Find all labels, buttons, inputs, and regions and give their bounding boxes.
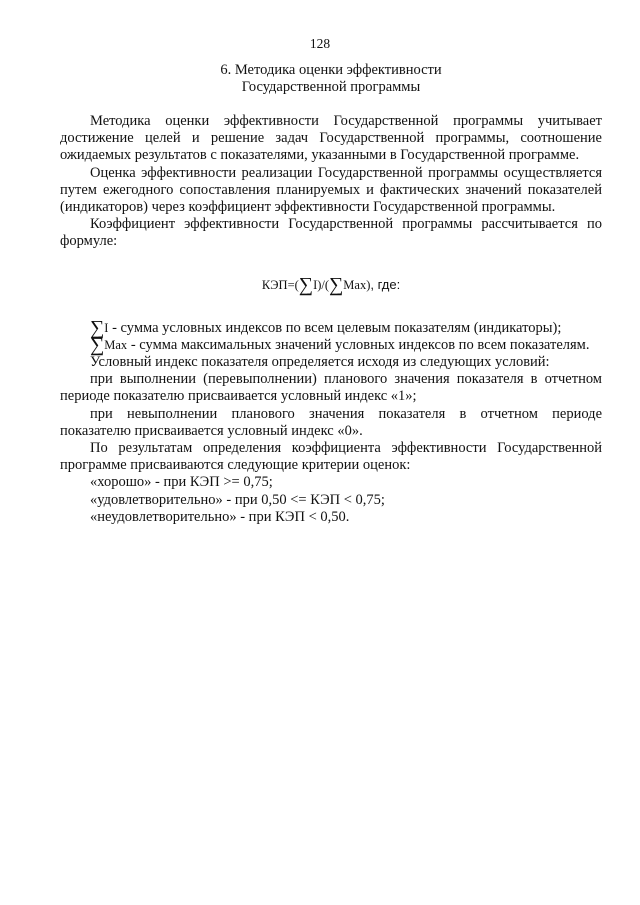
paragraph-index-zero: при невыполнении планового значения показателя в отчетном периоде показателю присваивается условный индекс «0». [60,405,602,439]
section-title-line-1: 6. Методика оценки эффективности [220,62,442,78]
formula-suffix: , где: [370,276,401,292]
criteria-good: «хорошо» - при КЭП >= 0,75; [90,474,273,491]
formula-lhs: КЭП=( [261,277,299,292]
paragraph-coefficient: Коэффициент эффективности Государственной программы рассчитывается по формуле: [60,216,602,250]
definition-max-text: - сумма максимальных значений условных индексов по всем показателям. [127,336,590,353]
paragraph-criteria-intro: По результатам определения коэффициента эффективности Государственной программе присваиваются следующие критерии оценок: [60,440,602,474]
formula-i-term: I)/( [313,277,330,292]
document-body [60,113,602,526]
criteria-satisfactory: «удовлетворительно» - при 0,50 <= КЭП < 0,75; [90,491,385,508]
paragraph-index-one: при выполнении (перевыполнении) планового значения показателя в отчетном периоде показателю присваивается условный индекс «1»; [60,371,602,405]
section-title [60,62,602,96]
definition-sum-max [60,333,602,356]
paragraph-index-conditions: Условный индекс показателя определяется исходя из следующих условий: [90,354,550,371]
definition-sum-i [60,316,602,339]
section-title-line-2: Государственной программы [241,79,421,95]
paragraph-methodology: Методика оценки эффективности Государственной программы учитывает достижение целей и решение задач Государственной программы, соотношение ожидаемых результатов с показателями, указанными в Государственной программе. [60,113,602,164]
sigma-symbol: ∑ [90,316,105,339]
paragraph-assessment: Оценка эффективности реализации Государственной программы осуществляется путем ежегодного сопоставления планируемых и фактических значений показателей (индикаторов) через коэффициент эффективности Государственной программы. [60,164,602,216]
formula-sigma-1: ∑ [298,273,314,296]
formula-max-term: Max) [343,277,371,292]
definition-i-text: - сумма условных индексов по всем целевым показателям (индикаторы); [108,319,562,336]
page-number: 128 [309,36,331,51]
sigma-symbol: ∑ [90,333,105,356]
definition-max-symbol: Max [104,337,128,352]
definition-i-symbol: I [104,320,109,335]
formula-sigma-2: ∑ [329,273,344,296]
formula [60,275,602,296]
criteria-unsatisfactory: «неудовлетворительно» - при КЭП < 0,50. [90,508,350,525]
